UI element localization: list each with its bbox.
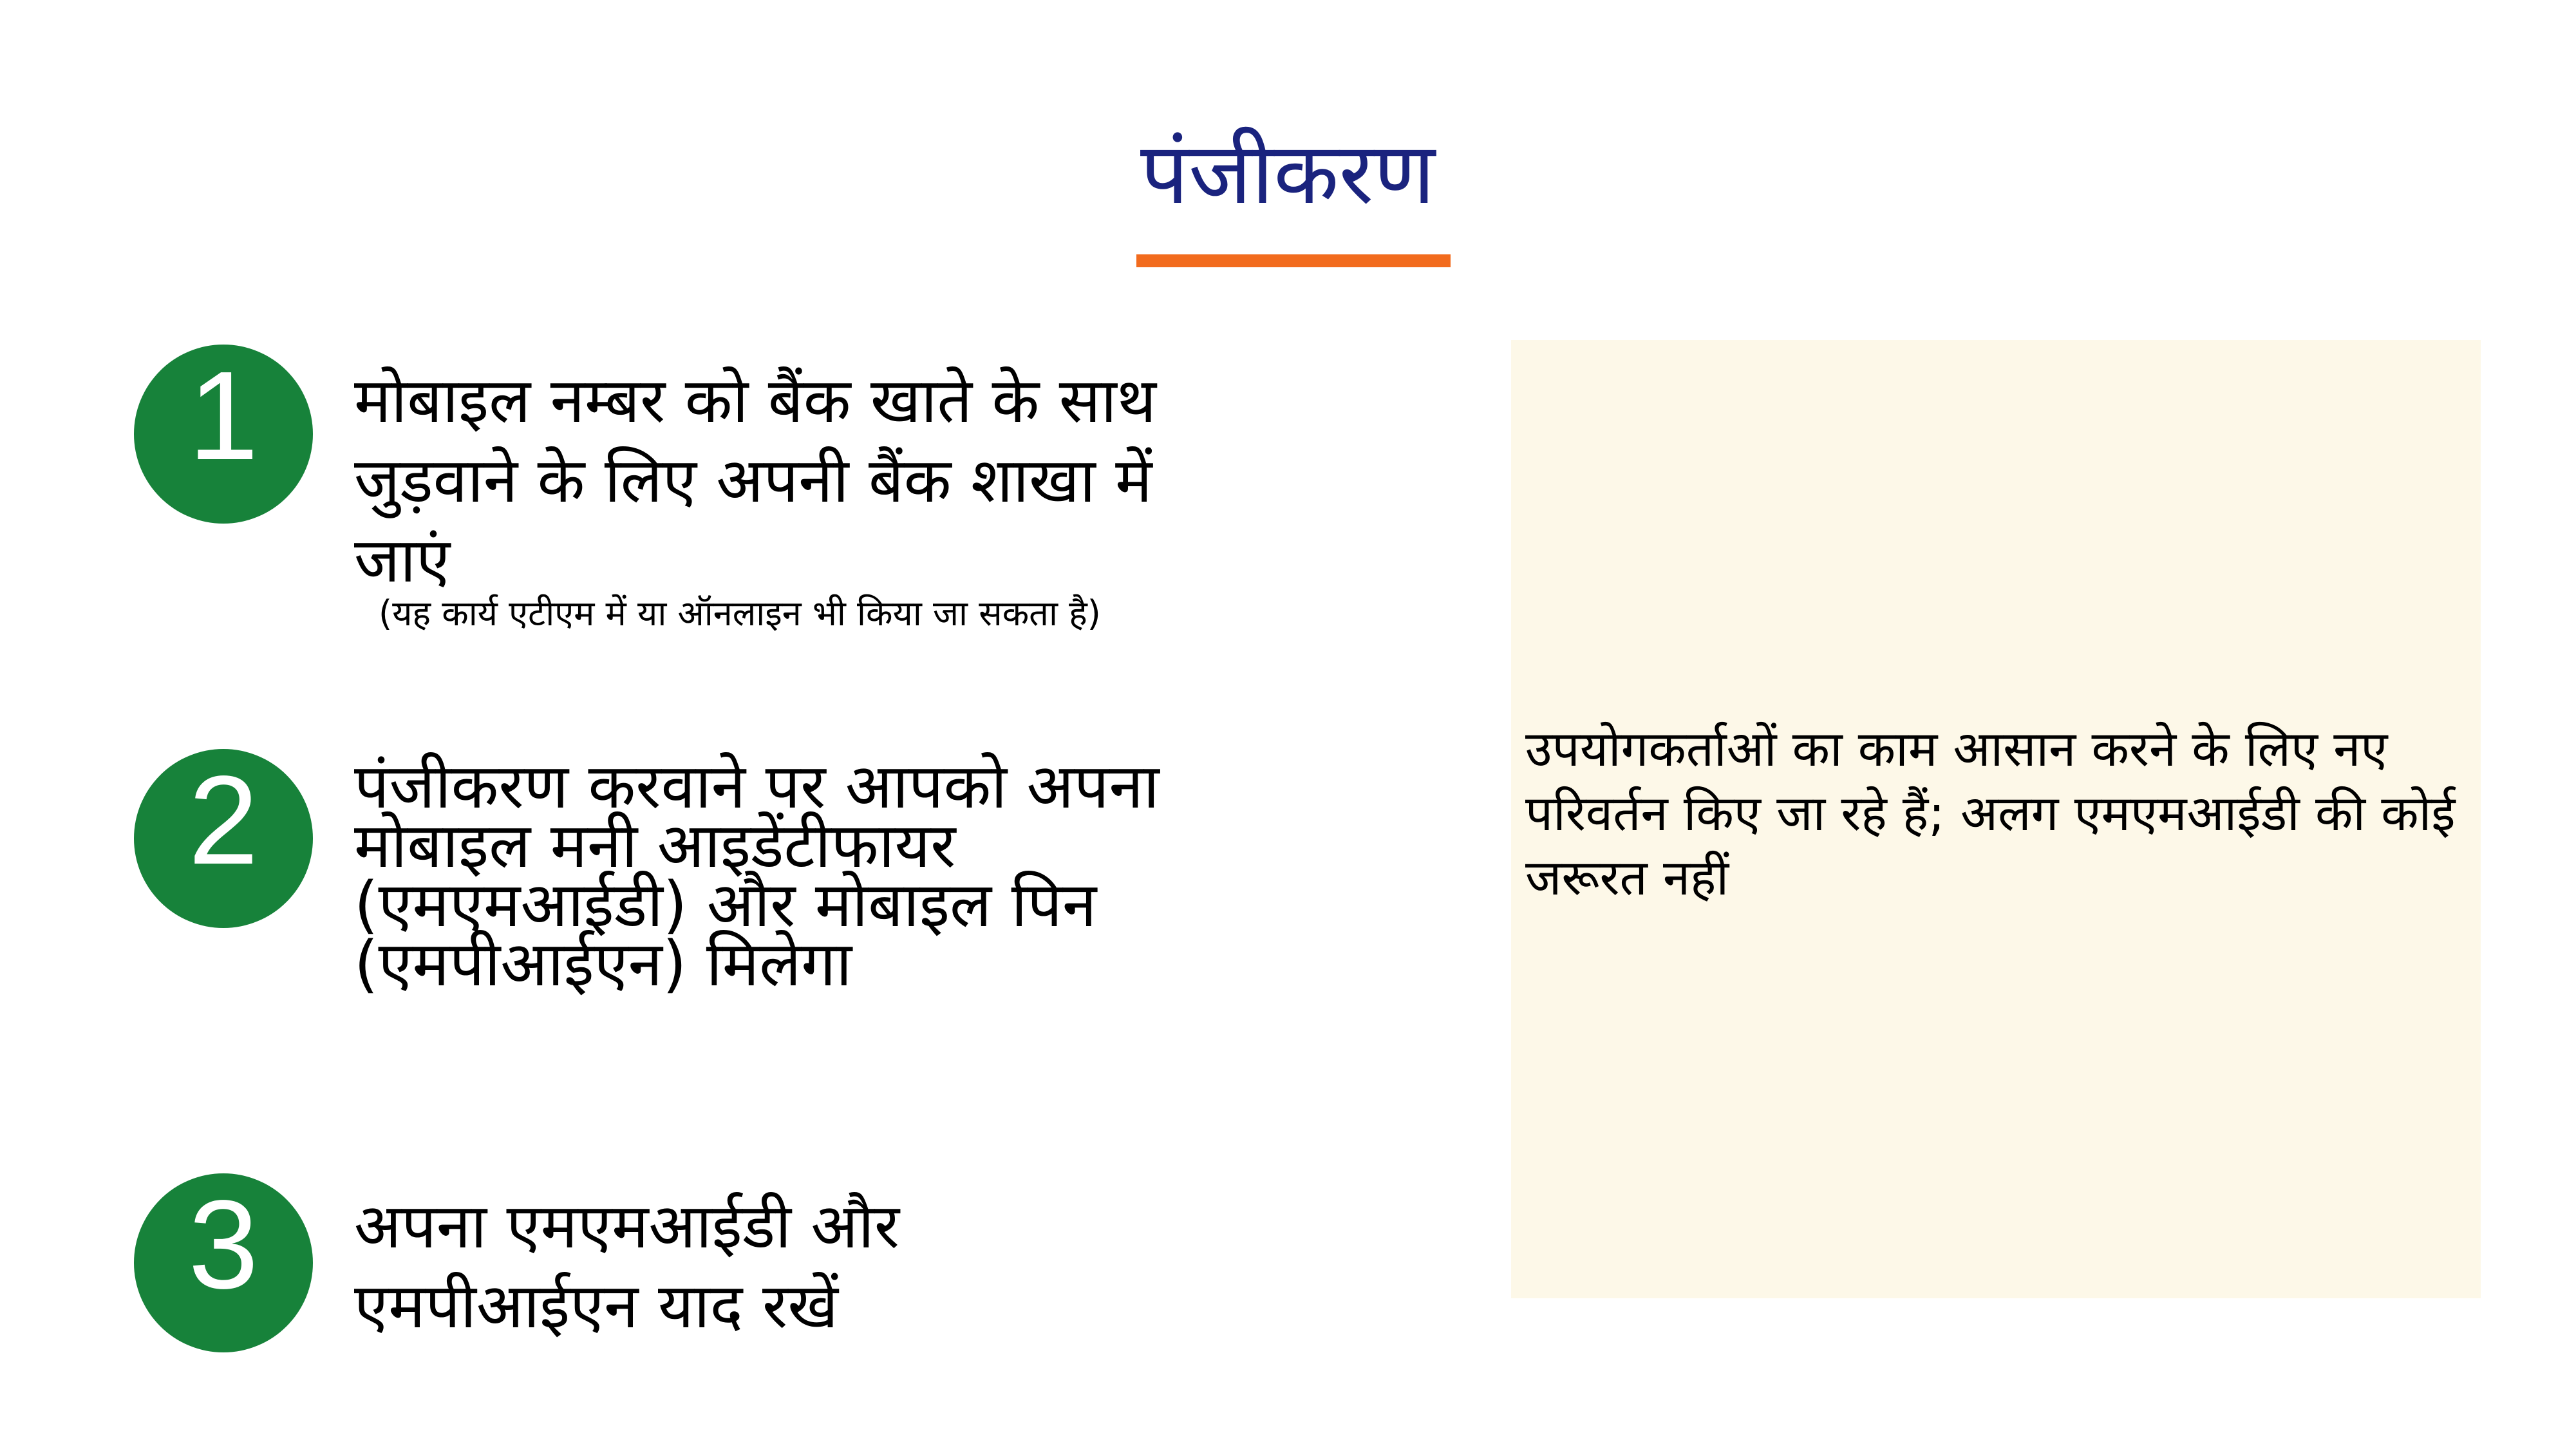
- page-title: पंजीकरण: [1140, 124, 1435, 223]
- step-3-text: अपना एमएमआईडी और एमपीआईएन याद रखें: [354, 1190, 899, 1342]
- info-panel-text: उपयोगकर्ताओं का काम आसान करने के लिए नए परिवर्तन किए जा रहे हैं; अलग एमएमआईडी की कोई जरूरत नहीं: [1525, 720, 2456, 906]
- info-panel: [1511, 340, 2481, 1298]
- title-underline: [1136, 254, 1451, 267]
- step-3-number-badge: [134, 1173, 313, 1352]
- step-2-text: पंजीकरण करवाने पर आपको अपना मोबाइल मनी आइडेंटीफायर (एमएमआईडी) और मोबाइल पिन (एमपीआईएन) मिलेगा: [354, 750, 1160, 1000]
- step-3-number: 3: [188, 1174, 259, 1315]
- step-1-number-badge: [134, 345, 313, 524]
- step-1-note: (यह कार्य एटीएम में या ऑनलाइन भी किया जा सकता है): [379, 593, 1101, 634]
- step-1-number: 1: [188, 345, 259, 486]
- step-2-number: 2: [188, 750, 259, 891]
- step-1-text: मोबाइल नम्बर को बैंक खाते के साथ जुड़वाने के लिए अपनी बैंक शाखा में जाएं: [354, 365, 1156, 596]
- step-2-number-badge: [134, 749, 313, 928]
